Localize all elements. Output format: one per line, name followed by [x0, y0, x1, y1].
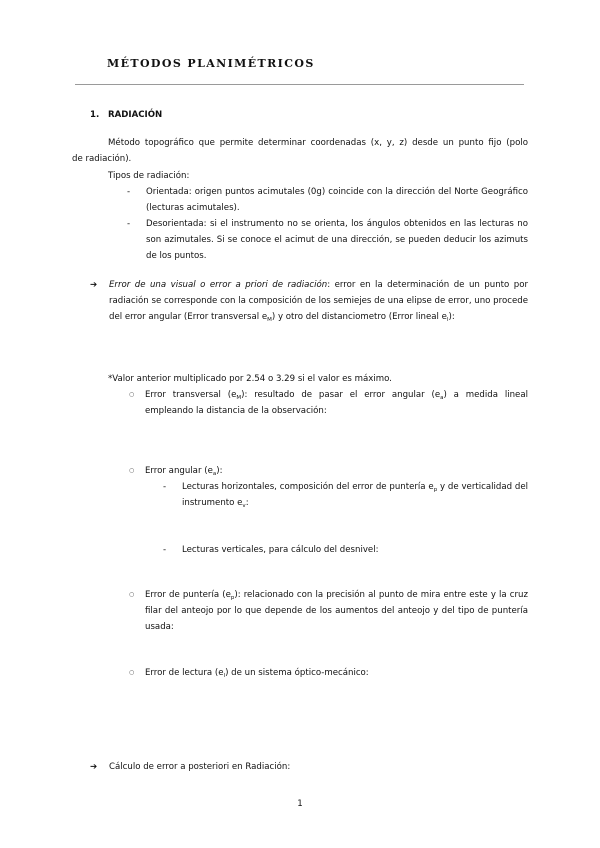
error-visual-term: Error de una visual o error a priori de radiación — [109, 280, 328, 290]
error-posteriori-item: Cálculo de error a posteriori en Radiación: — [109, 762, 291, 772]
error-transversal-item: Error transversal $(e_M)$: resultado de pasar el error angular $(e_a)$ a medida lineal empleando la distancia de la observación: — [145, 390, 528, 416]
note-line: *Valor anterior multiplicado por 2.54 o 3.29 si el valor es máximo. — [108, 374, 392, 384]
intro-line-2: de radiación). — [72, 154, 132, 164]
section-number: 1. — [90, 110, 100, 120]
circle-bullet-icon: ○ — [129, 391, 135, 398]
error-punteria-item: Error de puntería $(e_p)$: relacionado con la precisión al punto de mira entre este y la cruz filar del anteojo por lo que depende de los aumentos del anteojo y del tipo de puntería usada: — [145, 590, 529, 632]
error-lectura-item: Error de lectura $(e_l)$ de un sistema óptico-mecánico: — [145, 668, 369, 679]
list-bullet: - — [163, 545, 167, 555]
section-title: RADIACIÓN — [108, 110, 163, 120]
lecturas-verticales-item: Lecturas verticales, para cálculo del desnivel: — [182, 545, 379, 555]
arrow-bullet-icon: ➔ — [90, 280, 98, 290]
list-bullet: - — [127, 187, 131, 197]
intro-paragraph — [72, 135, 528, 167]
lecturas-horizontales-item: Lecturas horizontales, composición del error de puntería $e_p$ y de verticalidad del instrumento $e_v$: — [182, 482, 528, 509]
title-divider — [75, 84, 524, 85]
circle-bullet-icon: ○ — [129, 669, 135, 676]
page-number: 1 — [297, 799, 303, 809]
circle-bullet-icon: ○ — [129, 591, 135, 598]
arrow-bullet-icon: ➔ — [90, 762, 98, 772]
intro-line-1: Método topográfico que permite determinar coordenadas (x, y, z) desde un punto fijo (polo — [108, 138, 528, 148]
list-bullet: - — [163, 482, 167, 492]
section-heading — [90, 107, 162, 123]
error-angular-item: Error angular $(e_a)$: — [145, 466, 223, 477]
list-item-desorientada: Desorientada: si el instrumento no se orienta, los ángulos obtenidos en las lecturas no son azimutales. Si se conoce el acimut de una dirección, se pueden deducir los azimuts de los puntos. — [146, 219, 528, 261]
list-item-orientada: Orientada: origen puntos acimutales (0g) coincide con la dirección del Norte Geográfico (lecturas acimutales). — [146, 187, 528, 213]
page-title: MÉTODOS PLANIMÉTRICOS — [107, 57, 315, 70]
list-bullet: - — [127, 219, 131, 229]
error-visual-paragraph: Error de una visual o error a priori de radiación: error en la determinación de un punto por radiación se corresponde con la composición de los semiejes de una elipse de error, uno procede del error angular (Error transversal $e_M$) y otro del distanciometro (Error lineal $e_l$): — [109, 280, 529, 323]
tipos-label: Tipos de radiación: — [108, 171, 190, 181]
circle-bullet-icon: ○ — [129, 467, 135, 474]
